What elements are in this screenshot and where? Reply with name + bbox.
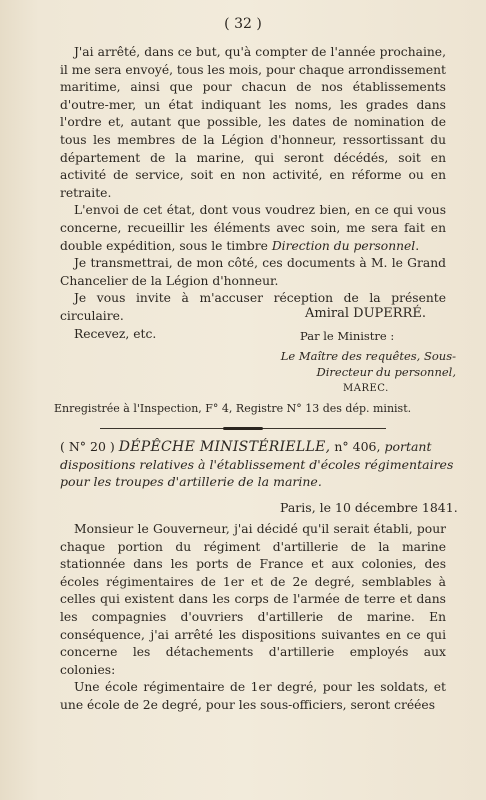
paragraph-1: J'ai arrêté, dans ce but, qu'à compter de l'année prochaine, il me sera envoyé, tous les mois, pour chaque arrondissement maritime, ainsi que pour chacun de nos établissements d'outre-mer, un état indiquant les noms, les grades dans l'ordre et, autant que possible, les dates de nomination de tous les membres de la Légion d'honneur, ressortissant du département de la marine, qui seront décédés, soit en activité de service, soit en non activité, en réforme ou en retraite. xyxy=(60,45,446,200)
dispatch-n-label: n° 406, xyxy=(330,439,385,454)
maitre-line-1: Le Maître des requêtes, Sous- xyxy=(280,349,456,363)
dispatch-number: ( N° 20 ) xyxy=(60,439,115,454)
paragraph-3: Je transmettrai, de mon côté, ces documents à M. le Grand Chancelier de la Légion d'honneur. xyxy=(60,256,446,288)
signature-marec: MAREC. xyxy=(343,383,389,394)
signature-amiral: Amiral DUPERRÉ. xyxy=(305,306,426,321)
dispatch-subject: portant dispositions relatives à l'établissement d'écoles régimentaires pour les troupes d'artillerie de la marine. xyxy=(60,439,454,489)
paragraph-5: Recevez, etc. xyxy=(74,326,157,341)
dateline: Paris, le 10 décembre 1841. xyxy=(280,500,458,515)
dispatch-paragraph-1: Monsieur le Gouverneur, j'ai décidé qu'il serait établi, pour chaque portion du régiment d'artillerie de la marine stationnée dans les ports de France et aux colonies, des écoles régimentaires de 1er et de 2e degré, semblables à celles qui existent dans les corps de l'armée de terre et dans les compagnies d'ouvriers d'artillerie de marine. En conséquence, j'ai arrêté les dispositions suivantes en ce qui concerne les détachements d'artillerie employés aux colonies: xyxy=(60,522,446,677)
maitre-des-requetes xyxy=(270,348,456,380)
par-le-ministre: Par le Ministre : xyxy=(300,329,395,343)
paragraph-2-italic: Direction du personnel xyxy=(271,238,416,253)
page-number: ( 32 ) xyxy=(224,16,262,32)
divider-ornament xyxy=(223,427,263,430)
paragraph-4: Je vous invite à m'accuser réception de la présente circulaire. xyxy=(60,291,446,323)
dispatch-paragraph-2: Une école régimentaire de 1er degré, pour les soldats, et une école de 2e degré, pour les sous-officiers, seront créées xyxy=(60,680,446,712)
section-divider xyxy=(100,426,386,432)
dispatch-text-block xyxy=(60,521,446,715)
paragraph-2 xyxy=(60,202,446,255)
dispatch-heading xyxy=(60,438,456,490)
circular-text-block xyxy=(60,44,446,343)
paragraph-2-start: L'envoi de cet état, dont vous voudrez bien, en ce qui vous concerne, recueillir les éléments avec soin, me sera fait en double expédition, sous le timbre xyxy=(60,203,446,253)
dispatch-title: DÉPÊCHE MINISTÉRIELLE, xyxy=(118,439,331,455)
paragraph-2-end: . xyxy=(415,238,420,253)
registration-line: Enregistrée à l'Inspection, F° 4, Registre N° 13 des dép. minist. xyxy=(54,402,412,415)
maitre-line-2: Directeur du personnel, xyxy=(316,365,456,379)
